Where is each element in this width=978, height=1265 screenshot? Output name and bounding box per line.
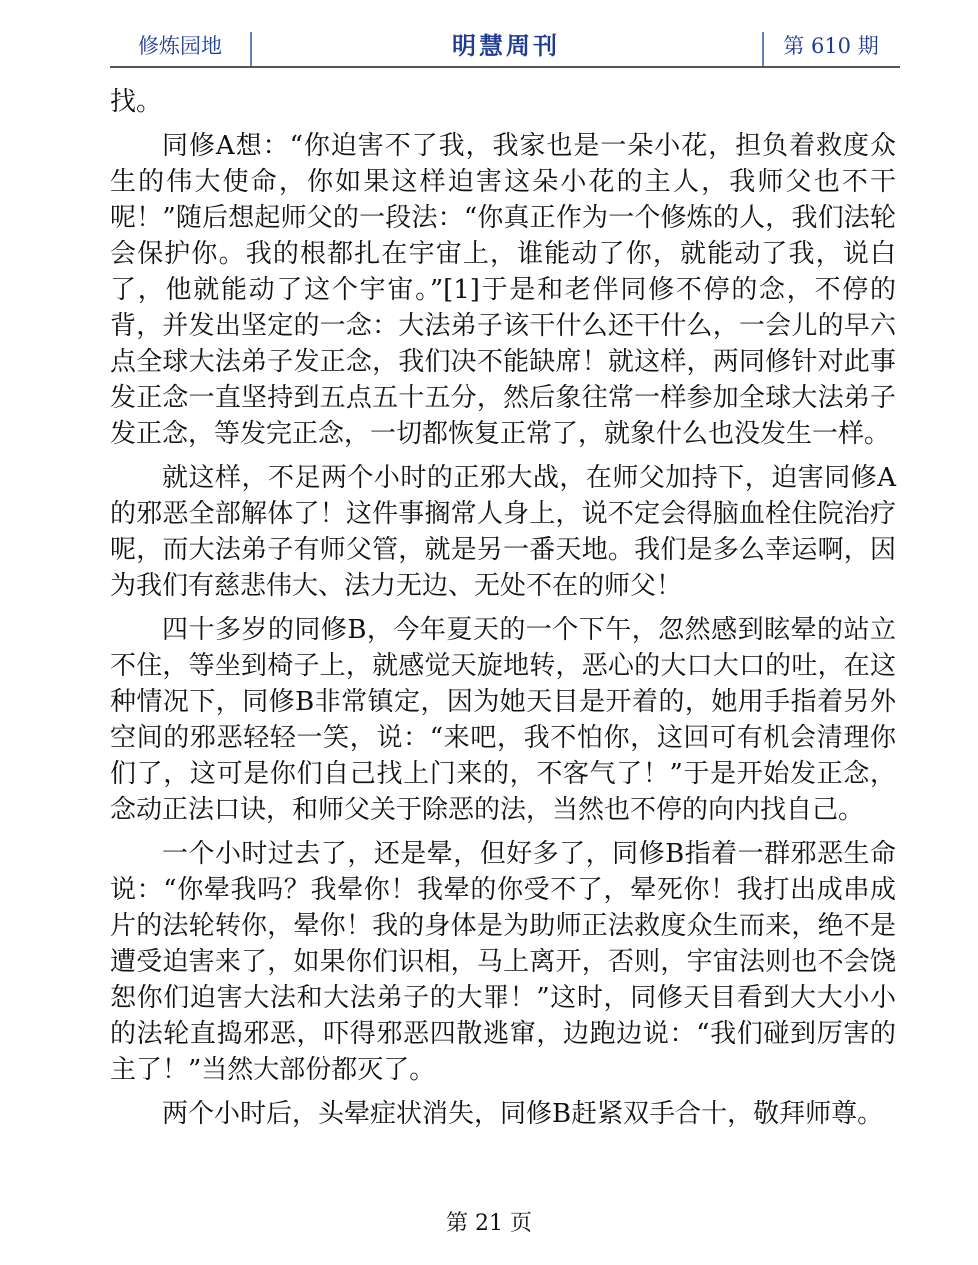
paragraph: 就这样，不足两个小时的正邪大战，在师父加持下，迫害同修A的邪恶全部解体了！这件事搁常人身上，说不定会得脑血栓住院治疗呢，而大法弟子有师父管，就是另一番天地。我们是多么幸运啊，因为我们有慈悲伟大、法力无边、无处不在的师父！: [110, 463, 896, 601]
paragraph: 两个小时后，头晕症状消失，同修B赶紧双手合十，敬拜师尊。: [162, 1099, 884, 1129]
article-body: [110, 84, 896, 1140]
paragraph: 四十多岁的同修B，今年夏天的一个下午，忽然感到眩晕的站立不住，等坐到椅子上，就感觉天旋地转，恶心的大口大口的吐，在这种情况下，同修B非常镇定，因为她天目是开着的，她用手指着另外空间的邪恶轻轻一笑，说：“来吧，我不怕你，这回可有机会清理你们了，这可是你们自己找上门来的，不客气了！”于是开始发正念，念动正法口诀，和师父关于除恶的法，当然也不停的向内找自己。: [110, 615, 896, 825]
section-title: 修炼园地: [138, 34, 222, 58]
publication-title: 明慧周刊: [452, 31, 560, 60]
paragraph: 同修A想：“你迫害不了我，我家也是一朵小花，担负着救度众生的伟大使命，你如果这样迫害这朵小花的主人，我师父也不干呢！”随后想起师父的一段法：“你真正作为一个修炼的人，我们法轮会保护你。我的根都扎在宇宙上，谁能动了你，就能动了我，说白了，他就能动了这个宇宙。”[1]于是和老伴同修不停的念，不停的背，并发出坚定的一念：大法弟子该干什么还干什么，一会儿的早六点全球大法弟子发正念，我们决不能缺席！就这样，两同修针对此事发正念一直坚持到五点五十五分，然后象往常一样参加全球大法弟子发正念，等发完正念，一切都恢复正常了，就象什么也没发生一样。: [110, 131, 896, 449]
paragraph: 一个小时过去了，还是晕，但好多了，同修B指着一群邪恶生命说：“你晕我吗？我晕你！我晕的你受不了，晕死你！我打出成串成片的法轮转你，晕你！我的身体是为助师正法救度众生而来，绝不是遭受迫害来了，如果你们识相，马上离开，否则，宇宙法则也不会饶恕你们迫害大法和大法弟子的大罪！”这时，同修天目看到大大小小的法轮直捣邪恶，吓得邪恶四散逃窜，边跑边说：“我们碰到厉害的主了！”当然大部份都灭了。: [110, 839, 896, 1085]
page-number: 第 21 页: [446, 1211, 532, 1236]
header-rule: [110, 66, 900, 68]
paragraph-continuation: 找。: [110, 87, 163, 117]
page-header: [110, 28, 900, 68]
issue-number: 第 610 期: [783, 34, 879, 58]
